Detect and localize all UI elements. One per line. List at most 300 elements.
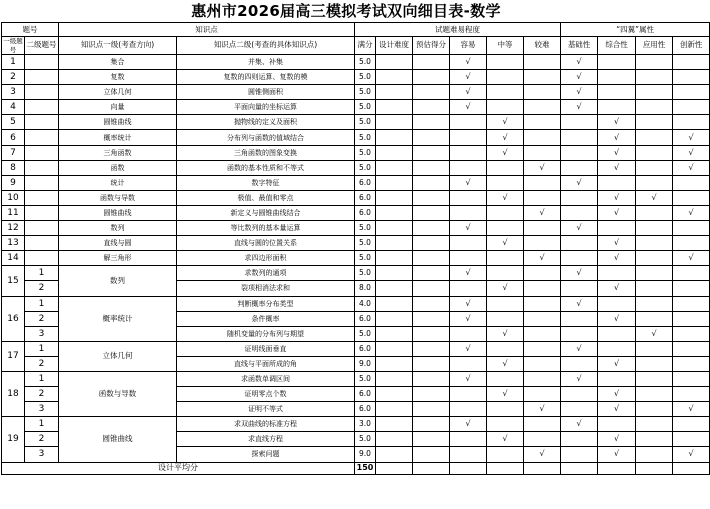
level2-no-cell: 1	[25, 417, 59, 432]
mark-applied-cell	[636, 55, 673, 70]
check-hard-icon: √	[524, 160, 561, 175]
mark-basic-cell	[561, 432, 598, 447]
mark-applied-cell	[636, 130, 673, 145]
mark-innovative-cell	[673, 55, 710, 70]
k2-cell: 数字特征	[177, 175, 355, 190]
page-title: 惠州市2026届高三模拟考试双向细目表-数学	[191, 2, 501, 20]
full-score-cell: 4.0	[355, 296, 376, 311]
full-score-cell: 5.0	[355, 100, 376, 115]
mark-innovative-cell	[673, 432, 710, 447]
k2-cell: 证明不等式	[177, 402, 355, 417]
check-hard-icon: √	[524, 251, 561, 266]
estimated-score-cell	[413, 70, 450, 85]
k2-cell: 求四边形面积	[177, 251, 355, 266]
mark-comprehensive-cell	[598, 417, 636, 432]
table-row	[2, 266, 710, 281]
full-score-cell: 5.0	[355, 326, 376, 341]
check-innovative-icon: √	[673, 251, 710, 266]
k1-cell: 函数	[59, 160, 177, 175]
footer-empty-cell	[524, 462, 561, 474]
k2-cell: 平面向量的坐标运算	[177, 100, 355, 115]
level1-no-cell: 2	[2, 70, 25, 85]
level2-no-cell	[25, 145, 59, 160]
check-basic-icon: √	[561, 296, 598, 311]
mark-basic-cell	[561, 281, 598, 296]
mark-easy-cell	[450, 326, 487, 341]
mark-medium-cell	[487, 205, 524, 220]
full-score-cell: 6.0	[355, 190, 376, 205]
check-easy-icon: √	[450, 55, 487, 70]
level1-no-cell: 8	[2, 160, 25, 175]
check-comprehensive-icon: √	[598, 432, 636, 447]
design-difficulty-cell	[376, 85, 413, 100]
estimated-score-cell	[413, 130, 450, 145]
design-difficulty-cell	[376, 371, 413, 386]
check-basic-icon: √	[561, 341, 598, 356]
mark-innovative-cell	[673, 175, 710, 190]
level1-no-cell: 5	[2, 115, 25, 130]
design-difficulty-cell	[376, 251, 413, 266]
level2-no-cell	[25, 221, 59, 236]
mark-applied-cell	[636, 371, 673, 386]
check-basic-icon: √	[561, 175, 598, 190]
spec-table	[1, 22, 710, 475]
footer-total-cell: 150	[355, 462, 376, 474]
check-basic-icon: √	[561, 266, 598, 281]
mark-innovative-cell	[673, 266, 710, 281]
design-difficulty-cell	[376, 221, 413, 236]
mark-innovative-cell	[673, 236, 710, 251]
mark-comprehensive-cell	[598, 55, 636, 70]
level1-no-cell: 17	[2, 341, 25, 371]
full-score-cell: 5.0	[355, 221, 376, 236]
check-medium-icon: √	[487, 190, 524, 205]
mark-applied-cell	[636, 341, 673, 356]
k2-cell: 等比数列的基本量运算	[177, 221, 355, 236]
check-easy-icon: √	[450, 341, 487, 356]
k2-cell: 求数列的通项	[177, 266, 355, 281]
mark-easy-cell	[450, 447, 487, 462]
header-difficulty-group: 试题难易程度	[355, 23, 561, 37]
design-difficulty-cell	[376, 205, 413, 220]
mark-basic-cell	[561, 356, 598, 371]
k1-cell: 三角函数	[59, 145, 177, 160]
full-score-cell: 9.0	[355, 447, 376, 462]
full-score-cell: 8.0	[355, 281, 376, 296]
level2-no-cell	[25, 100, 59, 115]
table-row	[2, 371, 710, 386]
mark-medium-cell	[487, 402, 524, 417]
footer-empty-cell	[598, 462, 636, 474]
mark-easy-cell	[450, 387, 487, 402]
estimated-score-cell	[413, 447, 450, 462]
footer-empty-cell	[636, 462, 673, 474]
check-innovative-icon: √	[673, 130, 710, 145]
mark-innovative-cell	[673, 326, 710, 341]
k1-cell: 圆锥曲线	[59, 115, 177, 130]
mark-hard-cell	[524, 281, 561, 296]
check-innovative-icon: √	[673, 145, 710, 160]
mark-basic-cell	[561, 387, 598, 402]
check-comprehensive-icon: √	[598, 387, 636, 402]
k2-cell: 新定义与圆锥曲线结合	[177, 205, 355, 220]
check-comprehensive-icon: √	[598, 402, 636, 417]
mark-easy-cell	[450, 432, 487, 447]
level1-no-cell: 11	[2, 205, 25, 220]
mark-basic-cell	[561, 402, 598, 417]
check-hard-icon: √	[524, 205, 561, 220]
mark-medium-cell	[487, 417, 524, 432]
mark-comprehensive-cell	[598, 175, 636, 190]
check-easy-icon: √	[450, 85, 487, 100]
k2-cell: 直线与圆的位置关系	[177, 236, 355, 251]
mark-medium-cell	[487, 85, 524, 100]
footer-label-cell: 设计平均分	[2, 462, 355, 474]
header-k1: 知识点一级(考查方向)	[59, 37, 177, 55]
header-innovative: 创新性	[673, 37, 710, 55]
mark-medium-cell	[487, 371, 524, 386]
full-score-cell: 9.0	[355, 356, 376, 371]
level2-no-cell: 2	[25, 281, 59, 296]
check-comprehensive-icon: √	[598, 160, 636, 175]
mark-comprehensive-cell	[598, 266, 636, 281]
check-innovative-icon: √	[673, 402, 710, 417]
design-difficulty-cell	[376, 100, 413, 115]
level2-no-cell	[25, 55, 59, 70]
table-row	[2, 417, 710, 432]
k1-cell: 概率统计	[59, 130, 177, 145]
mark-comprehensive-cell	[598, 70, 636, 85]
header-row-1	[2, 23, 710, 37]
full-score-cell: 5.0	[355, 236, 376, 251]
design-difficulty-cell	[376, 432, 413, 447]
mark-hard-cell	[524, 311, 561, 326]
mark-easy-cell	[450, 236, 487, 251]
k1-cell: 数列	[59, 221, 177, 236]
mark-innovative-cell	[673, 417, 710, 432]
mark-applied-cell	[636, 387, 673, 402]
mark-basic-cell	[561, 145, 598, 160]
mark-medium-cell	[487, 447, 524, 462]
header-knowledge: 知识点	[59, 23, 355, 37]
footer-empty-cell	[487, 462, 524, 474]
mark-hard-cell	[524, 371, 561, 386]
mark-comprehensive-cell	[598, 341, 636, 356]
mark-medium-cell	[487, 251, 524, 266]
mark-basic-cell	[561, 130, 598, 145]
design-difficulty-cell	[376, 160, 413, 175]
header-comprehensive: 综合性	[598, 37, 636, 55]
design-difficulty-cell	[376, 266, 413, 281]
level2-no-cell	[25, 251, 59, 266]
check-medium-icon: √	[487, 432, 524, 447]
mark-easy-cell	[450, 356, 487, 371]
mark-innovative-cell	[673, 341, 710, 356]
design-difficulty-cell	[376, 190, 413, 205]
mark-easy-cell	[450, 160, 487, 175]
table-row	[2, 251, 710, 266]
mark-innovative-cell	[673, 70, 710, 85]
table-row	[2, 130, 710, 145]
level2-no-cell: 1	[25, 341, 59, 356]
check-easy-icon: √	[450, 311, 487, 326]
full-score-cell: 6.0	[355, 387, 376, 402]
level1-no-cell: 4	[2, 100, 25, 115]
header-row-2	[2, 37, 710, 55]
estimated-score-cell	[413, 236, 450, 251]
check-comprehensive-icon: √	[598, 356, 636, 371]
level2-no-cell: 1	[25, 371, 59, 386]
mark-easy-cell	[450, 251, 487, 266]
check-easy-icon: √	[450, 417, 487, 432]
mark-basic-cell	[561, 447, 598, 462]
check-comprehensive-icon: √	[598, 251, 636, 266]
level2-no-cell: 1	[25, 266, 59, 281]
k2-cell: 求双曲线的标准方程	[177, 417, 355, 432]
k2-cell: 判断概率分布类型	[177, 296, 355, 311]
check-comprehensive-icon: √	[598, 115, 636, 130]
mark-hard-cell	[524, 85, 561, 100]
mark-hard-cell	[524, 236, 561, 251]
check-hard-icon: √	[524, 402, 561, 417]
mark-applied-cell	[636, 115, 673, 130]
level2-no-cell: 2	[25, 311, 59, 326]
design-difficulty-cell	[376, 447, 413, 462]
level2-no-cell	[25, 115, 59, 130]
design-difficulty-cell	[376, 341, 413, 356]
mark-medium-cell	[487, 221, 524, 236]
header-level2-no: 二级题号	[25, 37, 59, 55]
mark-basic-cell	[561, 326, 598, 341]
mark-medium-cell	[487, 341, 524, 356]
level2-no-cell: 2	[25, 356, 59, 371]
level1-no-cell: 15	[2, 266, 25, 296]
k1-cell: 圆锥曲线	[59, 205, 177, 220]
estimated-score-cell	[413, 266, 450, 281]
design-difficulty-cell	[376, 356, 413, 371]
mark-hard-cell	[524, 326, 561, 341]
check-comprehensive-icon: √	[598, 205, 636, 220]
check-basic-icon: √	[561, 55, 598, 70]
k2-cell: 证明零点个数	[177, 387, 355, 402]
mark-basic-cell	[561, 205, 598, 220]
estimated-score-cell	[413, 311, 450, 326]
mark-hard-cell	[524, 190, 561, 205]
mark-basic-cell	[561, 236, 598, 251]
header-hard: 较难	[524, 37, 561, 55]
estimated-score-cell	[413, 160, 450, 175]
level1-no-cell: 12	[2, 221, 25, 236]
table-row	[2, 221, 710, 236]
design-difficulty-cell	[376, 130, 413, 145]
full-score-cell: 5.0	[355, 85, 376, 100]
full-score-cell: 5.0	[355, 160, 376, 175]
full-score-cell: 5.0	[355, 55, 376, 70]
check-easy-icon: √	[450, 296, 487, 311]
full-score-cell: 5.0	[355, 371, 376, 386]
mark-innovative-cell	[673, 371, 710, 386]
mark-applied-cell	[636, 251, 673, 266]
check-medium-icon: √	[487, 115, 524, 130]
table-row	[2, 236, 710, 251]
level2-no-cell	[25, 160, 59, 175]
mark-medium-cell	[487, 55, 524, 70]
k1-cell: 函数与导数	[59, 190, 177, 205]
check-applied-icon: √	[636, 326, 673, 341]
design-difficulty-cell	[376, 115, 413, 130]
mark-comprehensive-cell	[598, 221, 636, 236]
mark-innovative-cell	[673, 100, 710, 115]
mark-easy-cell	[450, 145, 487, 160]
level2-no-cell: 3	[25, 402, 59, 417]
check-hard-icon: √	[524, 447, 561, 462]
full-score-cell: 5.0	[355, 130, 376, 145]
full-score-cell: 5.0	[355, 432, 376, 447]
level2-no-cell	[25, 85, 59, 100]
design-difficulty-cell	[376, 55, 413, 70]
mark-innovative-cell	[673, 281, 710, 296]
check-easy-icon: √	[450, 100, 487, 115]
mark-hard-cell	[524, 221, 561, 236]
check-basic-icon: √	[561, 221, 598, 236]
level2-no-cell: 3	[25, 447, 59, 462]
k2-cell: 并集、补集	[177, 55, 355, 70]
level2-no-cell: 2	[25, 432, 59, 447]
k1-cell: 统计	[59, 175, 177, 190]
level1-no-cell: 9	[2, 175, 25, 190]
check-applied-icon: √	[636, 190, 673, 205]
mark-medium-cell	[487, 266, 524, 281]
full-score-cell: 6.0	[355, 341, 376, 356]
estimated-score-cell	[413, 205, 450, 220]
design-difficulty-cell	[376, 145, 413, 160]
mark-applied-cell	[636, 266, 673, 281]
full-score-cell: 6.0	[355, 205, 376, 220]
check-comprehensive-icon: √	[598, 130, 636, 145]
mark-applied-cell	[636, 70, 673, 85]
mark-basic-cell	[561, 311, 598, 326]
level1-no-cell: 10	[2, 190, 25, 205]
mark-applied-cell	[636, 160, 673, 175]
k2-cell: 复数的四则运算、复数的模	[177, 70, 355, 85]
design-difficulty-cell	[376, 402, 413, 417]
header-full: 满分	[355, 37, 376, 55]
k1-cell: 立体几何	[59, 85, 177, 100]
table-row	[2, 55, 710, 70]
mark-applied-cell	[636, 447, 673, 462]
mark-easy-cell	[450, 281, 487, 296]
estimated-score-cell	[413, 190, 450, 205]
mark-comprehensive-cell	[598, 100, 636, 115]
estimated-score-cell	[413, 432, 450, 447]
level1-no-cell: 16	[2, 296, 25, 341]
footer-empty-cell	[673, 462, 710, 474]
table-row	[2, 175, 710, 190]
design-difficulty-cell	[376, 326, 413, 341]
footer-empty-cell	[376, 462, 413, 474]
table-row	[2, 205, 710, 220]
check-medium-icon: √	[487, 236, 524, 251]
mark-applied-cell	[636, 417, 673, 432]
level2-no-cell	[25, 236, 59, 251]
estimated-score-cell	[413, 371, 450, 386]
mark-comprehensive-cell	[598, 326, 636, 341]
header-level1-no: 一级题号	[3, 37, 23, 54]
level1-no-cell: 6	[2, 130, 25, 145]
level1-no-cell: 7	[2, 145, 25, 160]
mark-hard-cell	[524, 55, 561, 70]
check-medium-icon: √	[487, 281, 524, 296]
mark-medium-cell	[487, 311, 524, 326]
footer-row	[2, 462, 710, 474]
full-score-cell: 5.0	[355, 266, 376, 281]
check-basic-icon: √	[561, 100, 598, 115]
full-score-cell: 5.0	[355, 70, 376, 85]
estimated-score-cell	[413, 221, 450, 236]
mark-applied-cell	[636, 281, 673, 296]
table-row	[2, 85, 710, 100]
mark-innovative-cell	[673, 311, 710, 326]
mark-comprehensive-cell	[598, 85, 636, 100]
mark-applied-cell	[636, 175, 673, 190]
level1-no-cell: 19	[2, 417, 25, 462]
header-easy: 容易	[450, 37, 487, 55]
check-comprehensive-icon: √	[598, 281, 636, 296]
level1-no-cell: 13	[2, 236, 25, 251]
header-basic: 基础性	[561, 37, 598, 55]
mark-easy-cell	[450, 130, 487, 145]
mark-applied-cell	[636, 236, 673, 251]
check-easy-icon: √	[450, 175, 487, 190]
k2-cell: 直线与平面所成的角	[177, 356, 355, 371]
k2-cell: 证明线面垂直	[177, 341, 355, 356]
estimated-score-cell	[413, 326, 450, 341]
table-row	[2, 341, 710, 356]
full-score-cell: 3.0	[355, 417, 376, 432]
mark-hard-cell	[524, 417, 561, 432]
mark-applied-cell	[636, 145, 673, 160]
mark-easy-cell	[450, 190, 487, 205]
estimated-score-cell	[413, 175, 450, 190]
estimated-score-cell	[413, 145, 450, 160]
check-comprehensive-icon: √	[598, 190, 636, 205]
mark-innovative-cell	[673, 387, 710, 402]
design-difficulty-cell	[376, 387, 413, 402]
table-row	[2, 70, 710, 85]
mark-comprehensive-cell	[598, 371, 636, 386]
design-difficulty-cell	[376, 236, 413, 251]
estimated-score-cell	[413, 281, 450, 296]
k1-cell: 概率统计	[59, 296, 177, 341]
k2-cell: 裂项相消法求和	[177, 281, 355, 296]
check-easy-icon: √	[450, 221, 487, 236]
mark-basic-cell	[561, 251, 598, 266]
check-innovative-icon: √	[673, 160, 710, 175]
check-comprehensive-icon: √	[598, 236, 636, 251]
mark-hard-cell	[524, 100, 561, 115]
mark-applied-cell	[636, 296, 673, 311]
check-easy-icon: √	[450, 371, 487, 386]
table-row	[2, 296, 710, 311]
mark-basic-cell	[561, 115, 598, 130]
header-wings-group: “四翼”属性	[561, 23, 710, 37]
mark-hard-cell	[524, 145, 561, 160]
k1-cell: 直线与圆	[59, 236, 177, 251]
footer-empty-cell	[413, 462, 450, 474]
full-score-cell: 6.0	[355, 175, 376, 190]
design-difficulty-cell	[376, 175, 413, 190]
k1-cell: 向量	[59, 100, 177, 115]
